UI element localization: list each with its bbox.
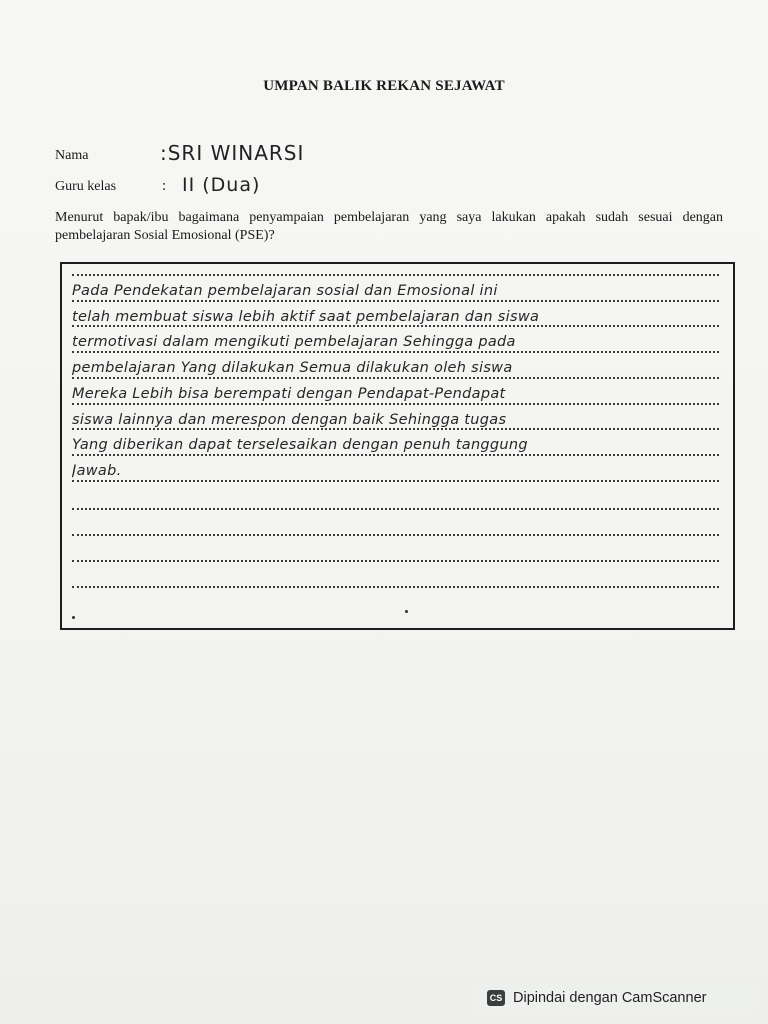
dotted-line: [72, 300, 719, 302]
camscanner-badge: [473, 983, 755, 1012]
question-text: Menurut bapak/ibu bagaimana penyampaian pembelajaran yang saya lakukan apakah sudah sesuai dengan pembelajaran Sosial Emosional (PSE)?: [55, 210, 723, 243]
answer-line: siswa lainnya dan merespon dengan baik Sehingga tugas: [72, 412, 507, 428]
answer-line: Pada Pendekatan pembelajaran sosial dan Emosional ini: [72, 283, 498, 299]
camscanner-text: Dipindai dengan CamScanner: [513, 989, 707, 1006]
dotted-line: [72, 454, 719, 456]
dotted-line: [72, 274, 719, 276]
nama-label: Nama: [55, 148, 89, 163]
dotted-line: [72, 351, 719, 353]
answer-line: Jawab.: [72, 463, 122, 479]
dotted-line: [72, 586, 719, 588]
dotted-line: [72, 325, 719, 327]
answer-box: [60, 262, 735, 630]
guru-kelas-label: Guru kelas: [55, 179, 117, 194]
dotted-line: [72, 403, 719, 405]
dotted-line: [72, 534, 719, 536]
answer-line: termotivasi dalam mengikuti pembelajaran Sehingga pada: [72, 334, 516, 350]
stray-mark: [405, 610, 408, 613]
nama-value: :SRI WINARSI: [160, 141, 305, 165]
dotted-line: [72, 480, 719, 482]
dotted-line: [72, 560, 719, 562]
guru-kelas-value: II (Dua): [182, 174, 261, 196]
document-title: UMPAN BALIK REKAN SEJAWAT: [263, 78, 505, 94]
guru-kelas-colon: :: [162, 178, 167, 194]
dotted-line: [72, 377, 719, 379]
dotted-line: [72, 428, 719, 430]
answer-line: pembelajaran Yang dilakukan Semua dilakukan oleh siswa: [72, 360, 513, 376]
camscanner-icon: CS: [487, 990, 505, 1006]
answer-line: Yang diberikan dapat terselesaikan dengan penuh tanggung: [72, 437, 528, 453]
stray-mark: [72, 616, 75, 619]
dotted-line: [72, 508, 719, 510]
answer-line: telah membuat siswa lebih aktif saat pembelajaran dan siswa: [72, 309, 540, 325]
answer-line: Mereka Lebih bisa berempati dengan Pendapat-Pendapat: [72, 386, 506, 402]
